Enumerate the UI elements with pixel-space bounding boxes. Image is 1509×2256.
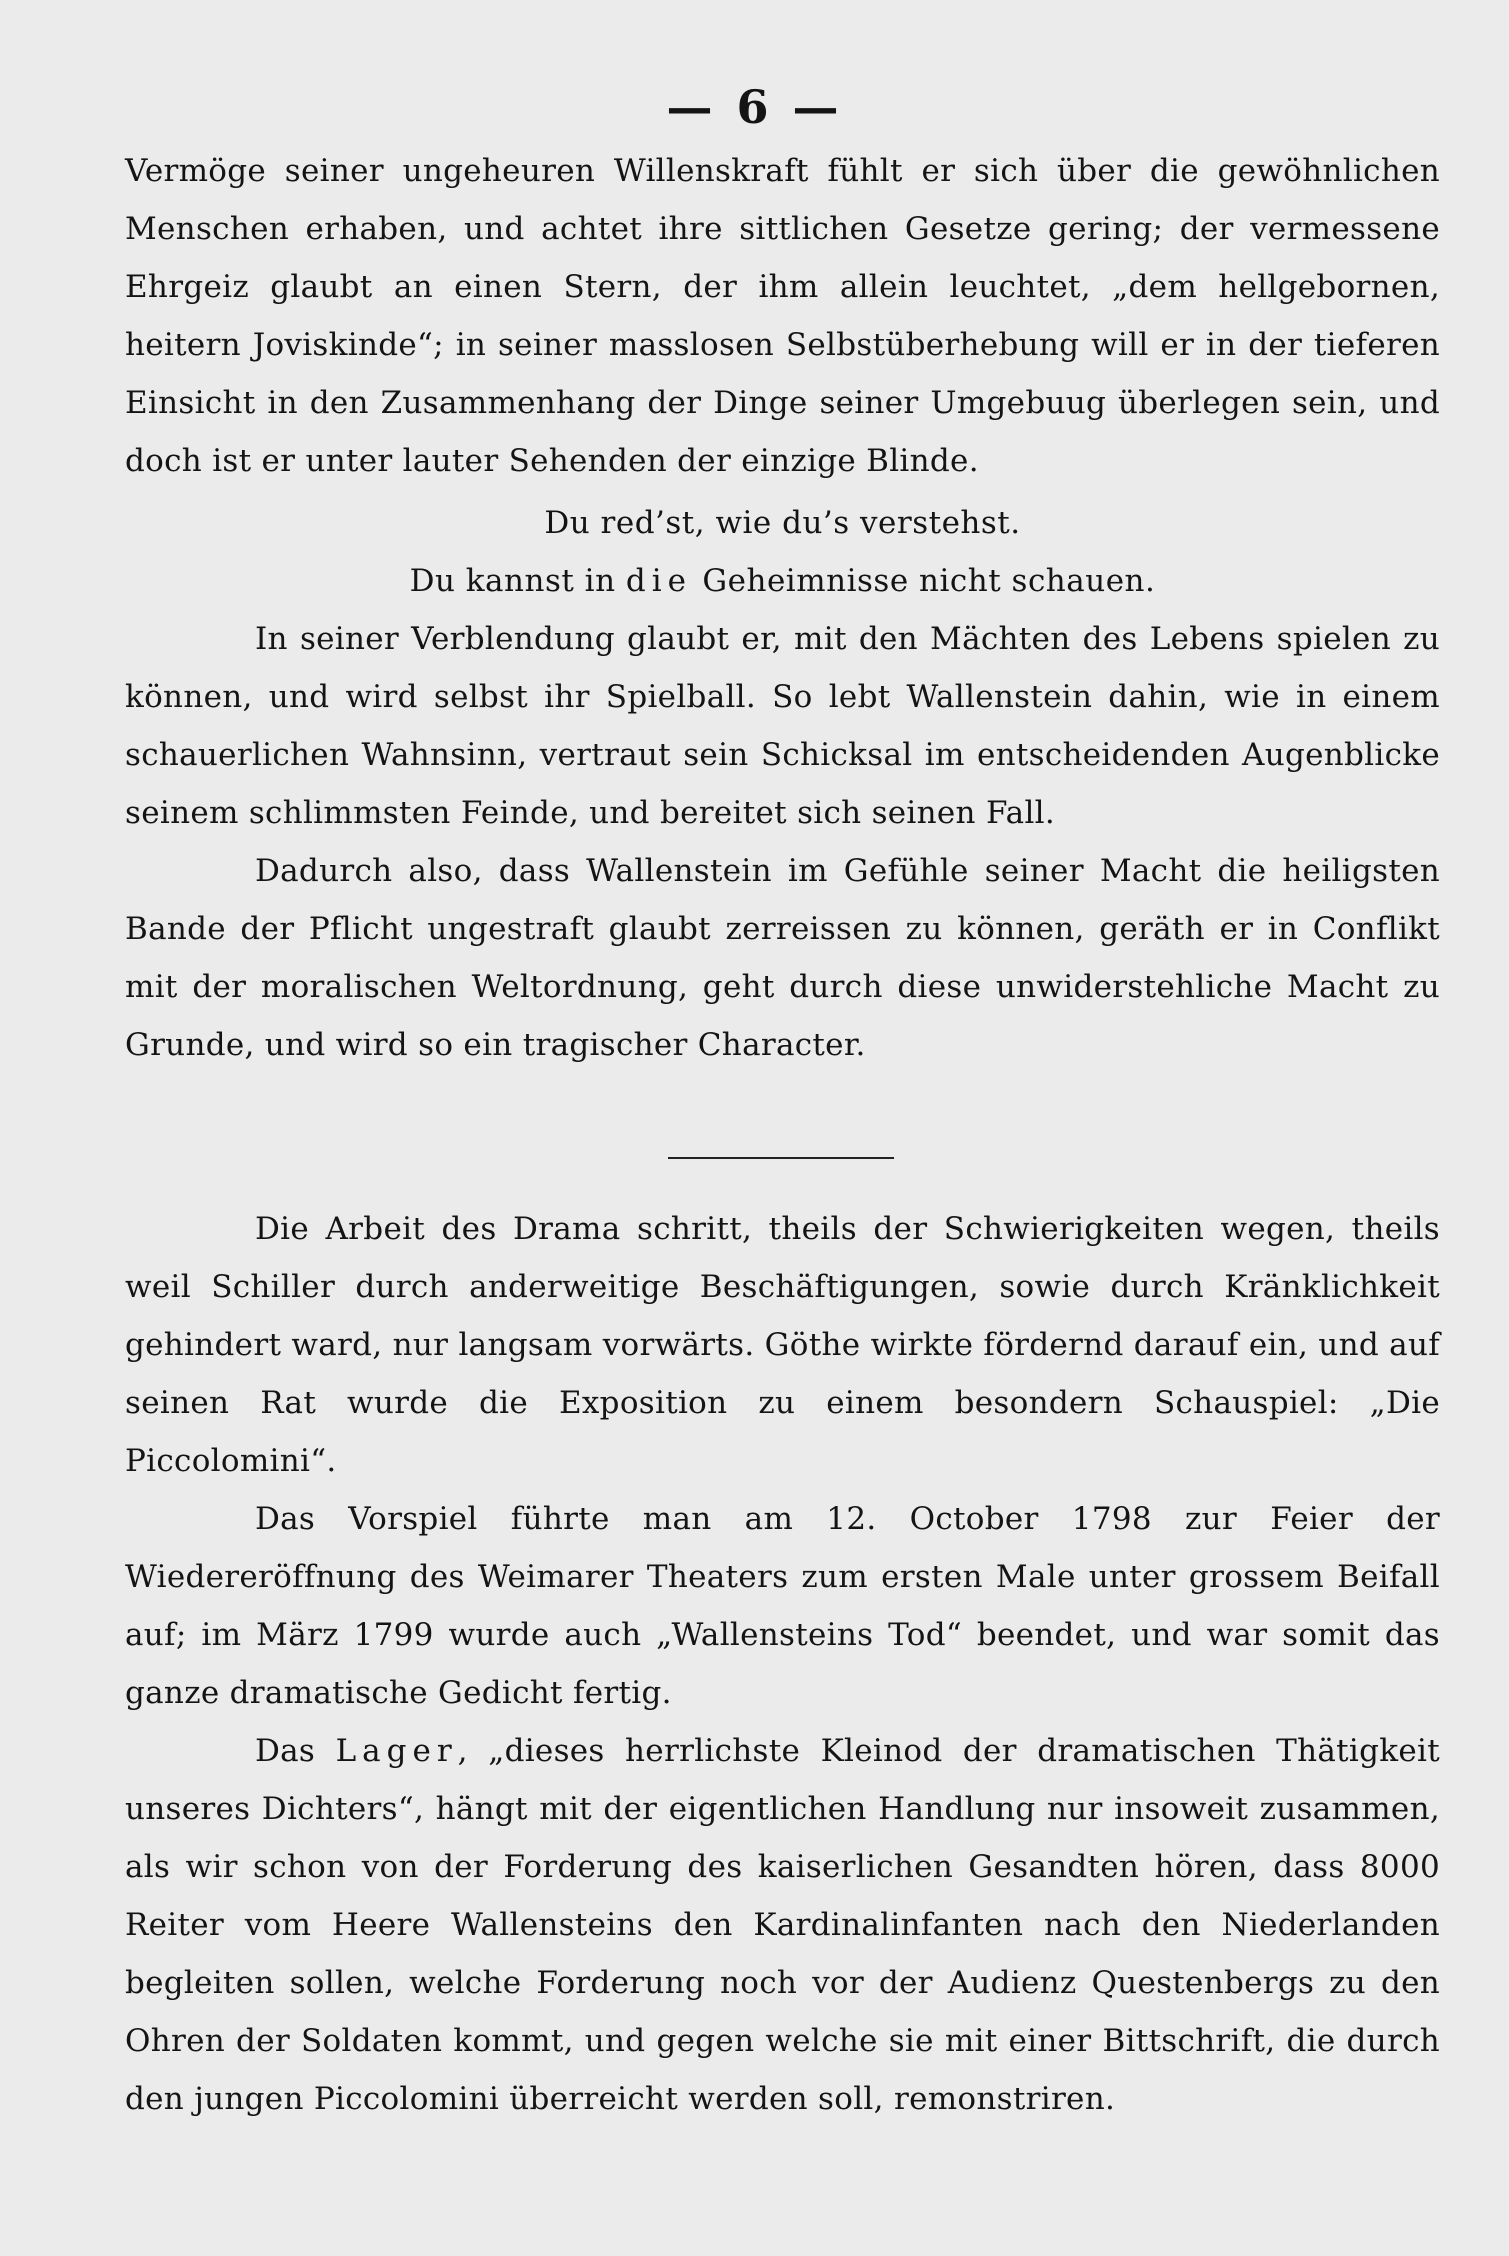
paragraph-lager [125,1722,1440,2128]
paragraph-lager-spaced-word: Lager [335,1733,458,1769]
paragraph-lager-intro: Das [255,1733,336,1769]
section-drama-history [125,1200,1440,2128]
quote-verstehst: Du red’st, wie du’s verstehst. [544,505,1021,541]
paragraph-vorspiel: Das Vorspiel führte man am 12. October 1798 zur Feier der Wiedereröffnung des Weimarer Theaters zum ersten Male unter grossem Beifall auf; im März 1799 wurde auch „Wallensteins Tod“ beendet, und war somit das ganze dramatische Gedicht fertig. [125,1501,1440,1711]
quote-geheimnisse-start: Du kannst in [409,563,626,599]
paragraph-arbeit-des-drama: Die Arbeit des Drama schritt, theils der Schwierigkeiten wegen, theils weil Schiller durch anderweitige Beschäftigungen, sowie durch Kränklichkeit gehindert ward, nur langsam vorwärts. Göthe wirkte fördernd darauf ein, und auf seinen Rat wurde die Exposition zu einem besondern Schauspiel: „Die Piccolomini“. [125,1211,1440,1479]
page-number: — 6 — [666,80,843,134]
quote-geheimnisse [125,552,1440,610]
quote-geheimnisse-spaced: die [625,563,693,599]
paragraph-willenskraft: Vermöge seiner ungeheuren Willenskraft fühlt er sich über die gewöhnlichen Menschen erhaben, und achtet ihre sittlichen Gesetze gering; der vermessene Ehrgeiz glaubt an einen Stern, der ihm allein leuchtet, „dem hellgebornen, heitern Joviskinde“; in seiner masslosen Selbstüberhebung will er in der tieferen Einsicht in den Zusammenhang der Dinge seiner Umgebuug überlegen sein, und doch ist er unter lauter Sehenden der einzige Blinde. [125,153,1440,479]
section-wallenstein-character [125,142,1440,1074]
paragraph-lager-rest: , „dieses herrlichste Kleinod der dramatischen Thätigkeit unseres Dichters“, hängt mit der eigentlichen Handlung nur insoweit zusammen, als wir schon von der Forderung des kaiserlichen Gesandten hören, dass 8000 Reiter vom Heere Wallensteins den Kardinalinfanten nach den Niederlanden begleiten sollen, welche Forderung noch vor der Audienz Questenbergs zu den Ohren der Soldaten kommt, und gegen welche sie mit einer Bittschrift, die durch den jungen Piccolomini überreicht werden soll, remonstriren. [125,1733,1440,2117]
section-divider [668,1157,894,1159]
paragraph-verblendung: In seiner Verblendung glaubt er, mit den Mächten des Lebens spielen zu können, und wird selbst ihr Spielball. So lebt Wallenstein dahin, wie in einem schauerlichen Wahnsinn, vertraut sein Schicksal im entscheidenden Augenblicke seinem schlimmsten Feinde, und bereitet sich seinen Fall. [125,621,1440,831]
paragraph-dadurch: Dadurch also, dass Wallenstein im Gefühle seiner Macht die heiligsten Bande der Pflicht ungestraft glaubt zerreissen zu können, geräth er in Conflikt mit der moralischen Weltordnung, geht durch diese unwiderstehliche Macht zu Grunde, und wird so ein tragischer Character. [125,853,1440,1063]
quote-geheimnisse-end: Geheimnisse nicht schauen. [692,563,1156,599]
